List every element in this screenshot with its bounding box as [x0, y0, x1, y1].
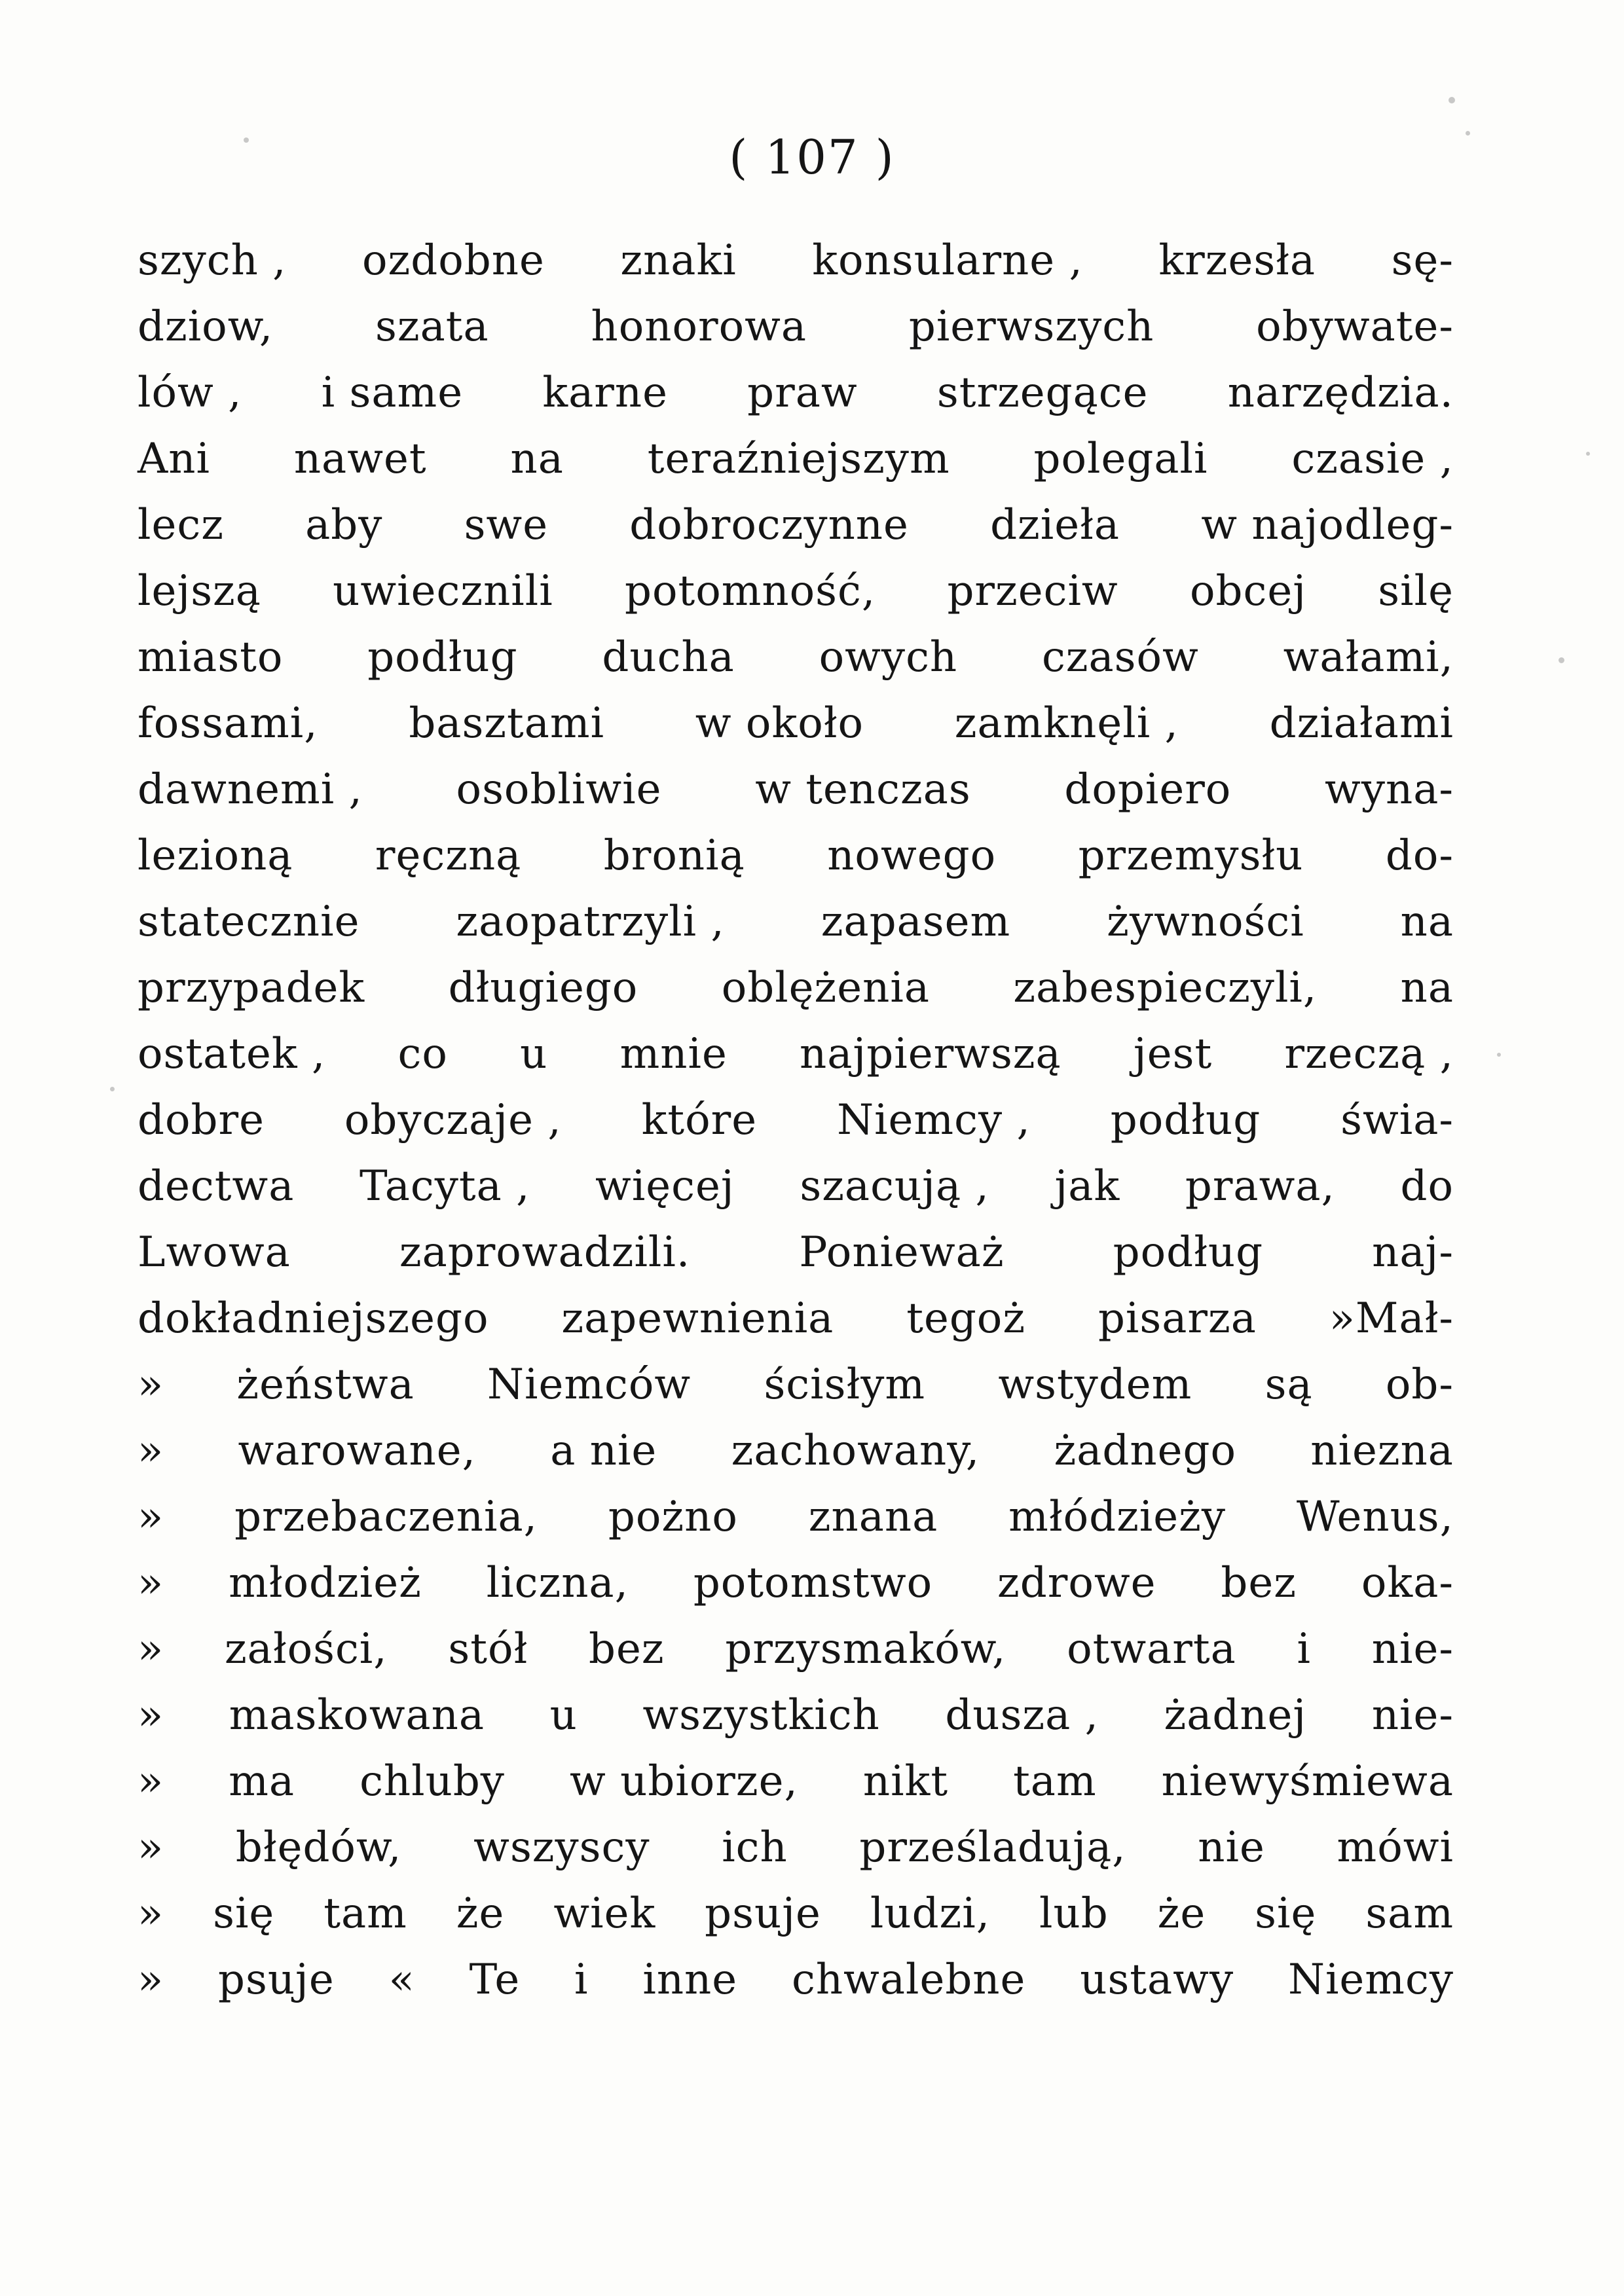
text-line	[138, 1021, 1454, 1087]
word: podług	[1110, 1096, 1261, 1144]
word: bronią	[603, 831, 745, 880]
word: ręczną	[375, 831, 522, 880]
word: przebaczenia,	[234, 1493, 538, 1541]
word: prawa,	[1185, 1162, 1335, 1211]
word: wszyscy	[473, 1823, 650, 1872]
scan-speck	[1466, 131, 1470, 136]
word: przemysłu	[1078, 831, 1304, 880]
word: błędów,	[235, 1823, 402, 1872]
word: konsularne ,	[812, 236, 1083, 285]
text-line	[138, 360, 1454, 426]
word: na	[1400, 898, 1454, 946]
word: żadnego	[1054, 1427, 1236, 1475]
word: nowego	[827, 831, 997, 880]
text-line	[138, 294, 1454, 360]
word: w najodleg-	[1201, 501, 1454, 549]
word: ozdobne	[362, 236, 545, 285]
text-line	[138, 1286, 1454, 1352]
word: warowane,	[238, 1427, 476, 1475]
scan-speck	[110, 1087, 115, 1091]
word: uwiecznili	[333, 567, 553, 615]
text-line	[138, 1881, 1454, 1947]
text-line	[138, 558, 1454, 625]
word: nikt	[862, 1757, 949, 1806]
text-line	[138, 1550, 1454, 1616]
word: ostatek ,	[138, 1030, 326, 1078]
word: »	[138, 1823, 164, 1872]
word: tam	[323, 1889, 407, 1938]
text-line	[138, 691, 1454, 757]
word: dectwa	[138, 1162, 295, 1211]
word: zabespieczyli,	[1013, 964, 1318, 1012]
text-line	[138, 492, 1454, 558]
word: ducha	[602, 633, 735, 682]
word: Tacyta ,	[359, 1162, 530, 1211]
word: silę	[1378, 567, 1454, 615]
text-line	[138, 1087, 1454, 1154]
text-line	[138, 1418, 1454, 1484]
word: potomstwo	[693, 1559, 933, 1607]
word: rzeczą ,	[1284, 1030, 1454, 1078]
word: bez	[1221, 1559, 1297, 1607]
word: chluby	[360, 1757, 505, 1806]
word: żywności	[1107, 898, 1304, 946]
word: psuje	[705, 1889, 821, 1938]
word: do-	[1385, 831, 1454, 880]
word: do	[1400, 1162, 1454, 1211]
word: długiego	[448, 964, 638, 1012]
word: obyczaje ,	[344, 1096, 562, 1144]
word: u	[520, 1030, 548, 1078]
word: dopiero	[1064, 765, 1232, 814]
word: więcej	[595, 1162, 735, 1211]
word: znana	[808, 1493, 938, 1541]
word: nie	[1198, 1823, 1265, 1872]
word: dokładniejszego	[138, 1294, 489, 1343]
word: »	[138, 1691, 164, 1740]
word: niewyśmiewa	[1161, 1757, 1454, 1806]
word: ustawy	[1080, 1956, 1234, 2004]
word: przeciw	[947, 567, 1118, 615]
word: które	[641, 1096, 758, 1144]
word: szacują ,	[800, 1162, 989, 1211]
word: chwalebne	[791, 1956, 1026, 2004]
word: psuje	[218, 1956, 335, 2004]
word: ob-	[1385, 1360, 1454, 1409]
text-line	[138, 1749, 1454, 1815]
word: lecz	[138, 501, 224, 549]
word: lów ,	[138, 369, 242, 417]
word: »	[138, 1889, 164, 1938]
word: naj-	[1372, 1228, 1454, 1277]
text-line	[138, 889, 1454, 955]
word: młódzieży	[1008, 1493, 1226, 1541]
word: Te	[469, 1956, 521, 2004]
word: zamknęli ,	[954, 699, 1179, 748]
scan-speck	[1559, 657, 1564, 663]
scan-speck	[244, 137, 249, 143]
word: honorowa	[591, 302, 807, 351]
word: narzędzia.	[1227, 369, 1454, 417]
word: miasto	[138, 633, 284, 682]
word: Niemców	[487, 1360, 692, 1409]
word: tegoż	[906, 1294, 1026, 1343]
text-line	[138, 228, 1454, 294]
word: czasów	[1041, 633, 1199, 682]
word: wałami,	[1283, 633, 1454, 682]
word: niezna	[1310, 1427, 1454, 1475]
word: aby	[305, 501, 383, 549]
word: »	[138, 1757, 164, 1806]
word: owych	[819, 633, 958, 682]
word: zaprowadzili.	[399, 1228, 691, 1277]
scan-speck	[1449, 97, 1455, 103]
word: »Mał-	[1329, 1294, 1454, 1343]
text-line	[138, 823, 1454, 889]
word: szata	[375, 302, 489, 351]
word: zapasem	[821, 898, 1011, 946]
word: lezioną	[138, 831, 293, 880]
word: lub	[1039, 1889, 1109, 1938]
word: wstydem	[998, 1360, 1192, 1409]
scan-speck	[1586, 452, 1590, 456]
word: szych ,	[138, 236, 287, 285]
word: pożno	[608, 1493, 738, 1541]
page-number: ( 107 )	[729, 130, 895, 185]
word: ma	[229, 1757, 295, 1806]
word: statecznie	[138, 898, 360, 946]
word: stół	[448, 1625, 528, 1673]
word: i same	[321, 369, 464, 417]
text-line	[138, 757, 1454, 823]
word: »	[138, 1427, 164, 1475]
word: podług	[1113, 1228, 1264, 1277]
text-line	[138, 1352, 1454, 1418]
word: znaki	[620, 236, 737, 285]
word: krzesła	[1158, 236, 1316, 285]
word: jest	[1133, 1030, 1213, 1078]
word: czasie ,	[1291, 435, 1454, 483]
word: działami	[1269, 699, 1454, 748]
word: że	[1157, 1889, 1206, 1938]
word: »	[138, 1625, 164, 1673]
word: tam	[1013, 1757, 1097, 1806]
word: dusza ,	[945, 1691, 1099, 1740]
word: wszystkich	[642, 1691, 880, 1740]
word: sam	[1365, 1889, 1454, 1938]
word: lejszą	[138, 567, 261, 615]
word: Niemcy ,	[837, 1096, 1031, 1144]
word: basztami	[409, 699, 605, 748]
word: najpierwszą	[800, 1030, 1061, 1078]
word: osobliwie	[456, 765, 662, 814]
text-line	[138, 1484, 1454, 1550]
word: wiek	[553, 1889, 656, 1938]
word: na	[510, 435, 564, 483]
word: w ubiorze,	[569, 1757, 798, 1806]
word: bez	[589, 1625, 665, 1673]
word: obywate-	[1256, 302, 1454, 351]
word: przysmaków,	[725, 1625, 1006, 1673]
word: zdrowe	[997, 1559, 1156, 1607]
word: mnie	[619, 1030, 728, 1078]
word: u	[549, 1691, 578, 1740]
word: prześladują,	[859, 1823, 1126, 1872]
text-line	[138, 426, 1454, 492]
word: się	[1255, 1889, 1317, 1938]
word: jak	[1054, 1162, 1120, 1211]
text-line	[138, 955, 1454, 1021]
word: żeństwa	[236, 1360, 415, 1409]
word: liczna,	[486, 1559, 629, 1607]
word: załości,	[224, 1625, 388, 1673]
body-text	[138, 228, 1454, 2013]
word: dawnemi ,	[138, 765, 363, 814]
word: dobroczynne	[629, 501, 909, 549]
word: praw	[747, 369, 858, 417]
word: ich	[722, 1823, 788, 1872]
word: pisarza	[1098, 1294, 1257, 1343]
word: maskowana	[229, 1691, 485, 1740]
word: Wenus,	[1296, 1493, 1454, 1541]
word: »	[138, 1360, 164, 1409]
word: »	[138, 1956, 164, 2004]
word: i	[1297, 1625, 1311, 1673]
word: oblężenia	[721, 964, 930, 1012]
word: żadnej	[1164, 1691, 1307, 1740]
word: przypadek	[138, 964, 365, 1012]
word: zachowany,	[731, 1427, 980, 1475]
scan-speck	[1497, 1053, 1501, 1057]
text-line	[138, 1683, 1454, 1749]
word: dzieła	[990, 501, 1120, 549]
word: oka-	[1361, 1559, 1454, 1607]
word: pierwszych	[908, 302, 1154, 351]
text-line	[138, 1616, 1454, 1683]
word: inne	[642, 1956, 738, 2004]
word: »	[138, 1493, 164, 1541]
word: Ponieważ	[799, 1228, 1005, 1277]
word: mówi	[1337, 1823, 1454, 1872]
word: zapewnienia	[561, 1294, 834, 1343]
word: podług	[367, 633, 518, 682]
text-line	[138, 1947, 1454, 2013]
word: obcej	[1189, 567, 1307, 615]
word: polegali	[1033, 435, 1208, 483]
word: fossami,	[138, 699, 318, 748]
word: dziow,	[138, 302, 274, 351]
word: zaopatrzyli ,	[456, 898, 725, 946]
text-line	[138, 1220, 1454, 1286]
word: teraźniejszym	[647, 435, 950, 483]
word: potomność,	[624, 567, 876, 615]
text-line	[138, 1154, 1454, 1220]
word: się	[213, 1889, 275, 1938]
word: nie-	[1371, 1691, 1454, 1740]
word: a nie	[550, 1427, 657, 1475]
word: Niemcy	[1287, 1956, 1454, 2004]
word: swe	[464, 501, 549, 549]
word: w tenczas	[755, 765, 971, 814]
word: i	[574, 1956, 589, 2004]
word: ścisłym	[764, 1360, 926, 1409]
word: młodzież	[229, 1559, 422, 1607]
word: co	[397, 1030, 448, 1078]
word: w około	[695, 699, 864, 748]
word: strzegące	[936, 369, 1149, 417]
word: otwarta	[1067, 1625, 1236, 1673]
text-line	[138, 625, 1454, 691]
word: «	[388, 1956, 415, 2004]
word: nie-	[1371, 1625, 1454, 1673]
word: wyna-	[1325, 765, 1454, 814]
word: dobre	[138, 1096, 265, 1144]
word: sę-	[1391, 236, 1454, 285]
word: świa-	[1340, 1096, 1454, 1144]
word: karne	[542, 369, 668, 417]
word: są	[1264, 1360, 1313, 1409]
word: Lwowa	[138, 1228, 291, 1277]
word: że	[456, 1889, 505, 1938]
word: Ani	[138, 435, 210, 483]
word: ludzi,	[870, 1889, 991, 1938]
text-line	[138, 1815, 1454, 1881]
word: nawet	[293, 435, 427, 483]
word: »	[138, 1559, 164, 1607]
word: na	[1400, 964, 1454, 1012]
